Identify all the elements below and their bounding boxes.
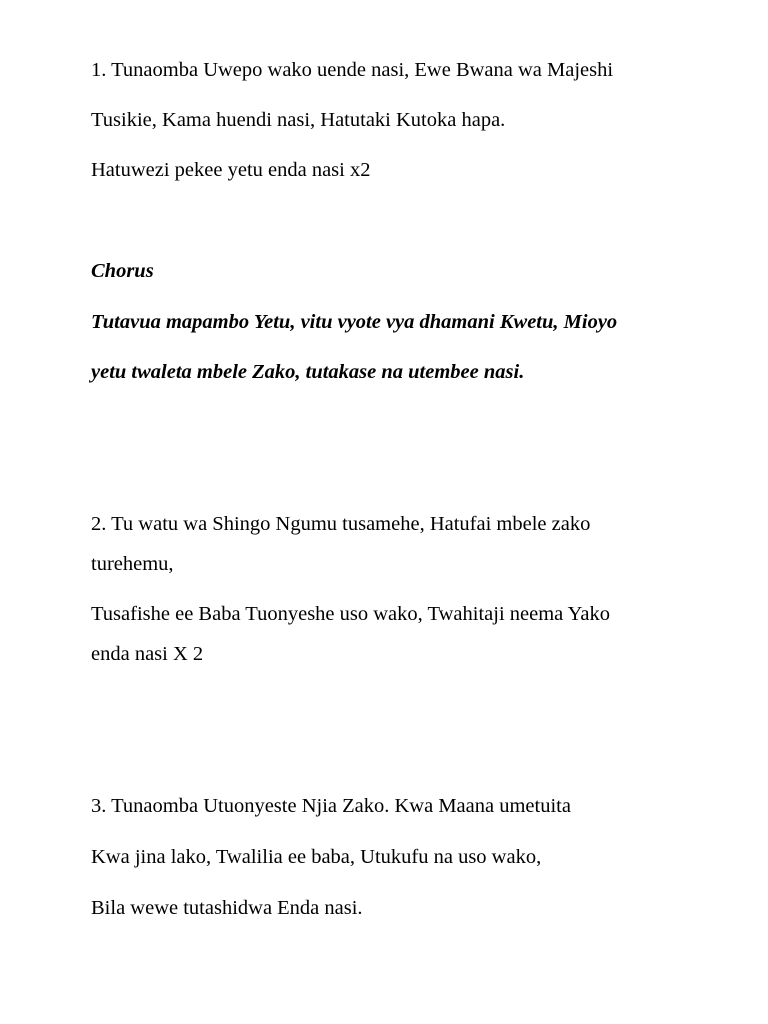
verse-3-line-2: Kwa jina lako, Twalilia ee baba, Utukufu na uso wako, [91,846,542,868]
verse-1-line-1: 1. Tunaomba Uwepo wako uende nasi, Ewe Bwana wa Majeshi [91,59,614,81]
chorus-heading: Chorus [91,260,154,282]
verse-1-line-3: Hatuwezi pekee yetu enda nasi x2 [91,159,371,181]
verse-1-line-2: Tusikie, Kama huendi nasi, Hatutaki Kutoka hapa. [91,109,506,131]
verse-2-line-3: Tusafishe ee Baba Tuonyeshe uso wako, Twahitaji neema Yako [91,603,610,625]
verse-3-line-1: 3. Tunaomba Utuonyeste Njia Zako. Kwa Maana umetuita [91,795,571,817]
verse-2-line-2: turehemu, [91,553,174,575]
verse-2-line-4: enda nasi X 2 [91,643,204,665]
verse-2-line-1: 2. Tu watu wa Shingo Ngumu tusamehe, Hatufai mbele zako [91,513,591,535]
chorus-line-1: Tutavua mapambo Yetu, vitu vyote vya dhamani Kwetu, Mioyo [91,311,618,333]
chorus-line-2: yetu twaleta mbele Zako, tutakase na utembee nasi. [91,361,525,383]
verse-3-line-3: Bila wewe tutashidwa Enda nasi. [91,897,363,919]
